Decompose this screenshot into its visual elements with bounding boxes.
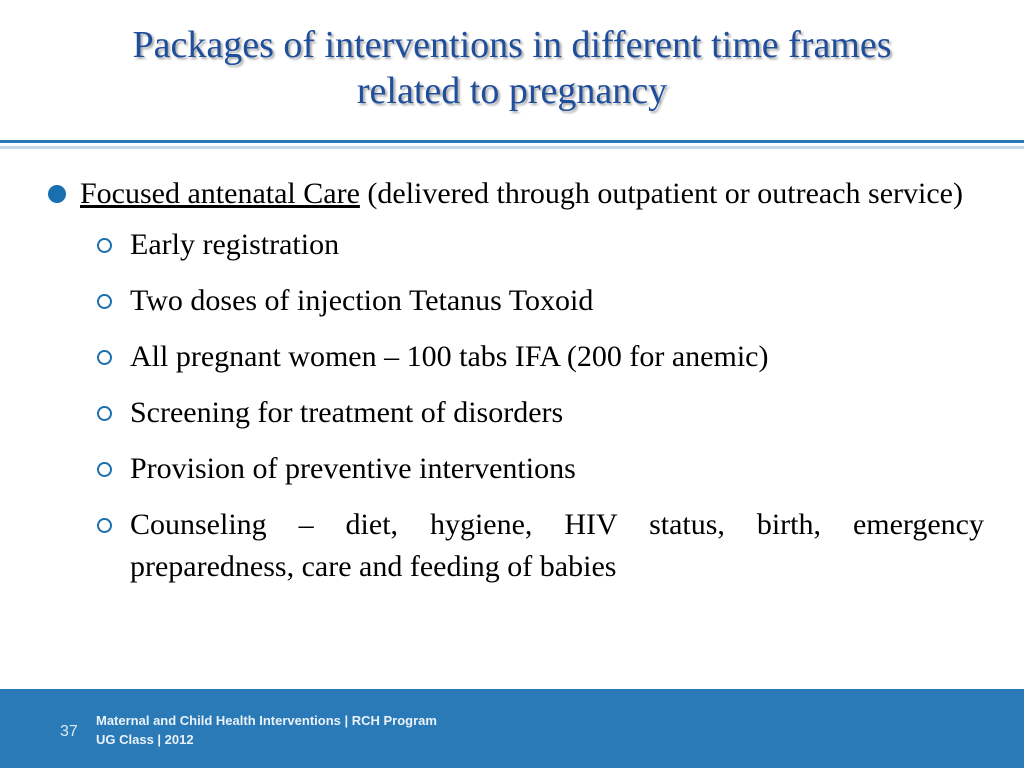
page-number: 37 — [60, 723, 78, 740]
slide-body — [46, 170, 984, 602]
list-item-text: Early registration — [130, 228, 340, 261]
sub-bullet-list — [46, 224, 984, 588]
list-item-text: Screening for treatment of disorders — [130, 396, 564, 429]
circle-bullet-icon — [97, 350, 112, 365]
title-divider — [0, 140, 1024, 143]
bullet-dot-icon — [48, 185, 66, 203]
list-item-text: All pregnant women – 100 tabs IFA (200 for anemic) — [130, 340, 769, 373]
list-item — [46, 336, 984, 378]
main-bullet — [46, 170, 984, 218]
list-item — [46, 224, 984, 266]
title-line-2: related to pregnancy — [356, 70, 668, 112]
circle-bullet-icon — [97, 518, 112, 533]
footer-caption — [96, 711, 437, 749]
circle-bullet-icon — [97, 294, 112, 309]
list-item — [46, 392, 984, 434]
main-bullet-heading: Focused antenatal Care — [80, 177, 360, 210]
slide-title — [20, 22, 1004, 114]
circle-bullet-icon — [97, 462, 112, 477]
list-item — [46, 280, 984, 322]
circle-bullet-icon — [97, 238, 112, 253]
footer-line-1: Maternal and Child Health Interventions | RCH Program — [96, 713, 437, 728]
title-line-1: Packages of interventions in different time frames — [132, 24, 892, 66]
main-bullet-text: (delivered through outpatient or outreach service) — [367, 177, 963, 210]
circle-bullet-icon — [97, 406, 112, 421]
list-item-text: Counseling – diet, hygiene, HIV status, birth, emergency preparedness, care and feeding of babies — [130, 508, 984, 583]
title-divider-light — [0, 146, 1024, 149]
slide-footer — [0, 689, 1024, 768]
list-item — [46, 504, 984, 588]
list-item-text: Two doses of injection Tetanus Toxoid — [130, 284, 594, 317]
list-item-text: Provision of preventive interventions — [130, 452, 576, 485]
footer-line-2: UG Class | 2012 — [96, 732, 194, 747]
list-item — [46, 448, 984, 490]
